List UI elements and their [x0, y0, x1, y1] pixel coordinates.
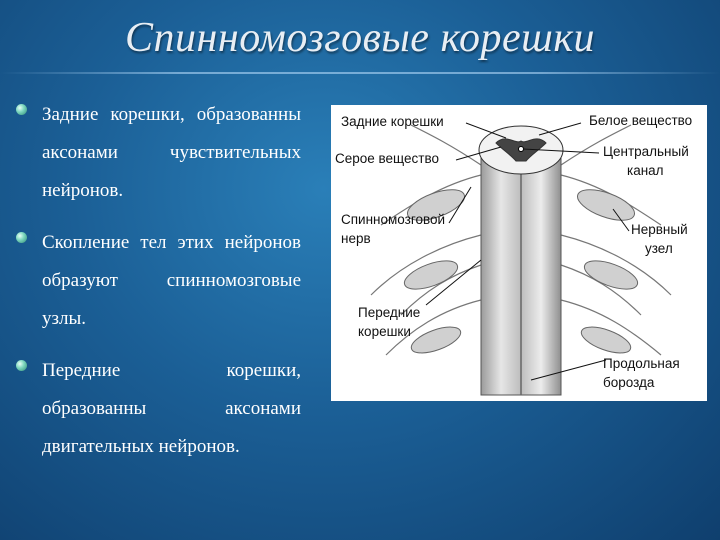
bullet-item: [16, 352, 301, 466]
bullet-list: [16, 96, 301, 480]
slide-title: Спинномозговые корешки: [125, 15, 595, 61]
bullet-dot-icon: [16, 360, 27, 371]
bullet-dot-icon: [16, 232, 27, 243]
spinal-cord-figure: [331, 105, 707, 401]
bullet-text: Задние корешки, образованны аксонами чувствительных нейронов.: [42, 104, 301, 201]
label-spinal-nerve-line2: нерв: [341, 231, 371, 246]
bullet-text: Скопление тел этих нейронов образуют спинномозговые узлы.: [42, 232, 301, 329]
label-longitudinal-fissure-line2: борозда: [603, 375, 655, 390]
bullet-item: [16, 96, 301, 210]
bullet-text: Передние корешки, образованны аксонами двигательных нейронов.: [42, 360, 301, 457]
bullet-dot-icon: [16, 104, 27, 115]
label-white-matter: Белое вещество: [589, 113, 693, 128]
label-central-canal-line1: Центральный: [603, 144, 689, 159]
label-ganglion-line2: узел: [645, 241, 673, 256]
label-anterior-roots-line1: Передние: [358, 305, 421, 320]
label-gray-matter: Серое вещество: [335, 151, 439, 166]
title-divider: [0, 72, 720, 74]
label-spinal-nerve-line1: Спинномозговой: [341, 212, 446, 227]
label-central-canal-line2: канал: [627, 163, 664, 178]
spinal-cord-illustration: [331, 105, 707, 401]
label-posterior-roots: Задние корешки: [341, 114, 444, 129]
label-anterior-roots-line2: корешки: [358, 324, 411, 339]
label-longitudinal-fissure-line1: Продольная: [603, 356, 680, 371]
bullet-item: [16, 224, 301, 338]
spinal-cord: [481, 150, 561, 395]
label-ganglion-line1: Нервный: [631, 222, 688, 237]
